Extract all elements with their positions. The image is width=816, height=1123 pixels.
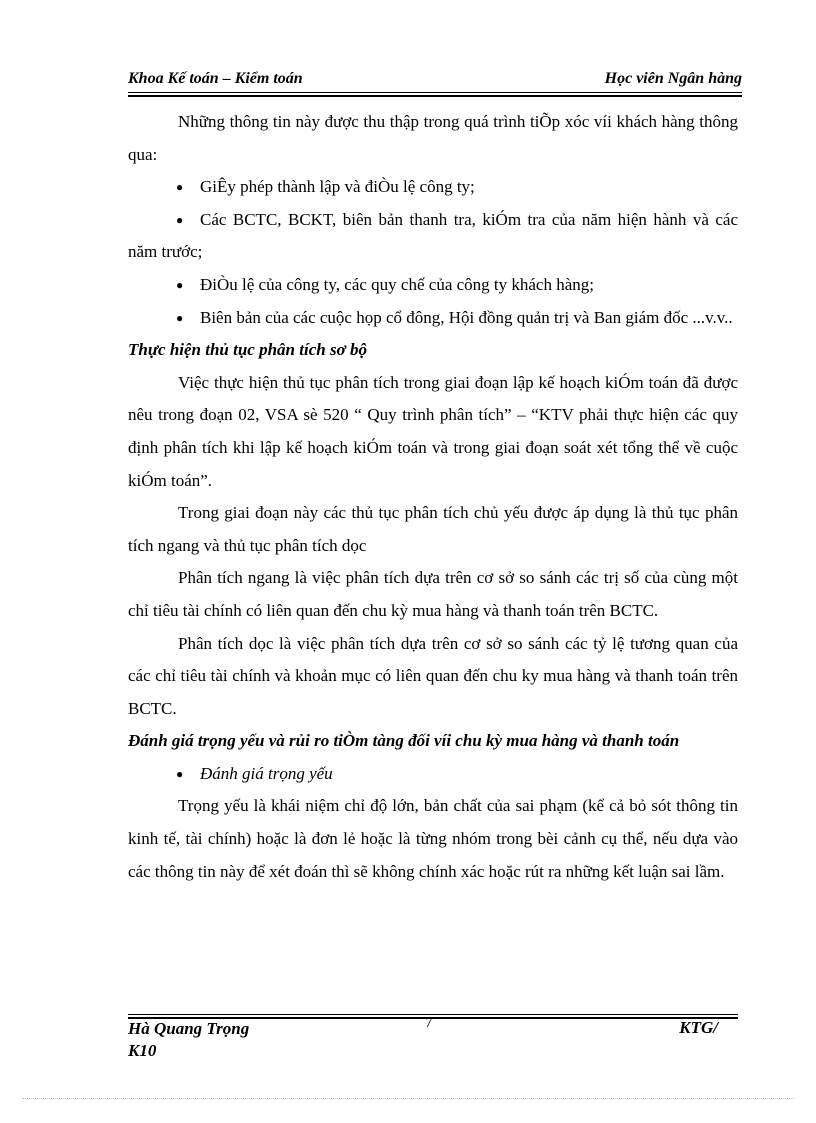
document-body (128, 106, 738, 888)
bullet-icon: ● (176, 310, 184, 325)
section-heading: Thực hiện thủ tục phân tích sơ bộ (128, 340, 367, 360)
footer-code: KTG/ (679, 1018, 718, 1037)
paragraph: Việc thực hiện thủ tục phân tích trong giai đoạn lập kế hoạch kiÓm toán đã được nêu trong đoạn 02, VSA sè 520 “ Quy trình phân tích” – “KTV phải thực hiện các quy định phân tích khi lập kế hoạch kiÓm toán và trong giai đoạn soát xét tổng thể về cuộc kiÓm toán”. (128, 372, 738, 490)
bullet-icon: ● (176, 180, 184, 195)
footer-author-class: K10 (128, 1041, 157, 1060)
bullet-item: ● ĐiÒu lệ của công ty, các quy chế của công ty khách hàng; (128, 269, 738, 302)
paragraph: Phân tích ngang là việc phân tích dựa trên cơ sở so sánh các trị số của cùng một chỉ tiêu tài chính có liên quan đến chu kỳ mua hàng và thanh toán trên BCTC. (128, 568, 738, 620)
paragraph: Trọng yếu là khái niệm chỉ độ lớn, bản chất của sai phạm (kể cả bỏ sót thông tin kinh tế, tài chính) hoặc là đơn lẻ hoặc là từng nhóm trong bèi cảnh cụ thể, nếu dựa vào các thông tin này để xét đoán thì sẽ không chính xác hoặc rút ra những kết luận sai lầm. (128, 796, 738, 881)
bullet-item: ● Các BCTC, BCKT, biên bản thanh tra, kiÓm tra của năm hiện hành và các năm trước; (128, 204, 738, 269)
page-number: 7 (425, 1015, 433, 1031)
bullet-icon: ● (176, 277, 184, 292)
paragraph: Trong giai đoạn này các thủ tục phân tích chủ yếu được áp dụng là thủ tục phân tích ngang và thủ tục phân tích dọc (128, 503, 738, 555)
footer-author-name: Hà Quang Trọng (128, 1019, 250, 1038)
footer-author (128, 1018, 249, 1062)
page-header (128, 70, 742, 92)
bullet-item: ● Biên bản của các cuộc họp cổ đông, Hội đồng quản trị và Ban giám đốc ...v.v.. (128, 302, 738, 335)
bullet-icon: ● (176, 212, 184, 227)
header-institution: Học viên Ngân hàng (604, 70, 742, 87)
paragraph-intro: Những thông tin này được thu thập trong quá trình tiÕp xóc víi khách hàng thông qua: (128, 112, 738, 164)
header-rule (128, 92, 742, 93)
bullet-item: ● GiÊy phép thành lập và điÒu lệ công ty; (128, 171, 738, 204)
bullet-icon: ● (176, 766, 184, 781)
header-rule-thick (128, 95, 742, 97)
header-faculty: Khoa Kế toán – Kiểm toán (128, 70, 303, 87)
paragraph: Phân tích dọc là việc phân tích dựa trên cơ sở so sánh các tỷ lệ tương quan của các chỉ tiêu tài chính và khoản mục có liên quan đến chu ky mua hàng và thanh toán trên BCTC. (128, 633, 738, 718)
page-bottom-divider (22, 1098, 794, 1099)
section-heading: Đánh giá trọng yếu và rủi ro tiÒm tàng đối víi chu kỳ mua hàng và thanh toán (128, 731, 680, 751)
footer-rule (128, 1014, 738, 1015)
bullet-item: ● Đánh giá trọng yếu (128, 758, 738, 791)
